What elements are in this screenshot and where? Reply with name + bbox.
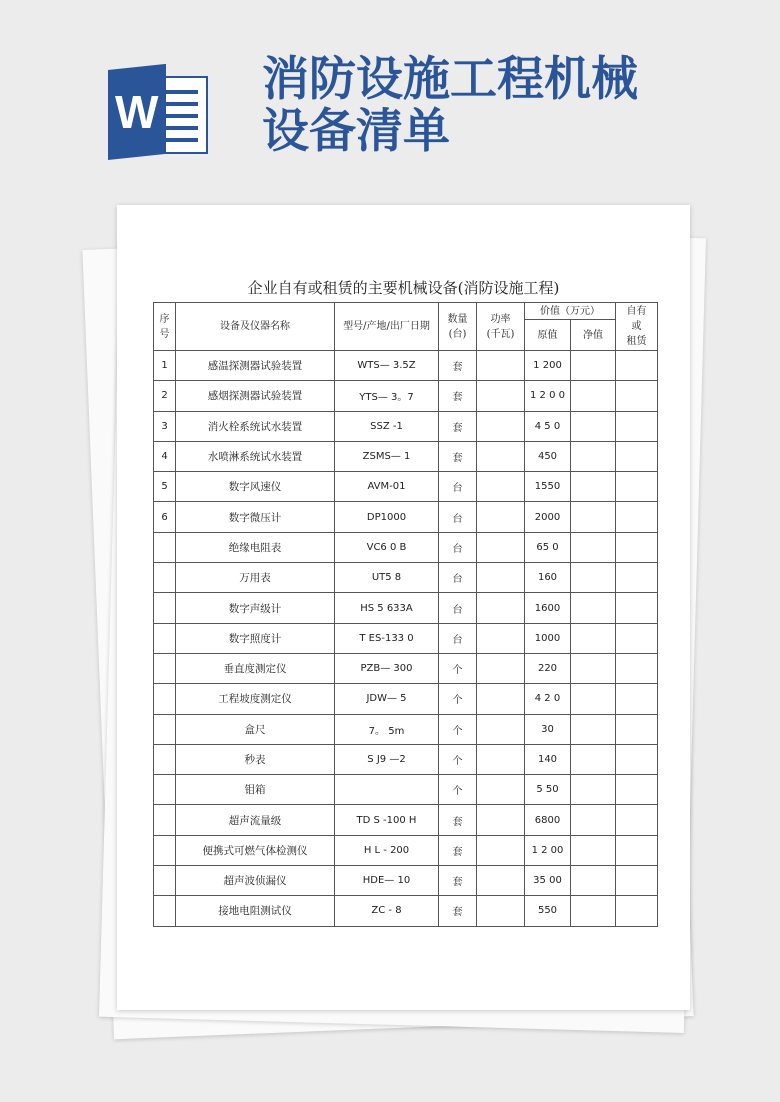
- cell-own: [616, 684, 658, 714]
- cell-name: 工程坡度测定仪: [176, 684, 335, 714]
- cell-name: 接地电阻测试仪: [176, 896, 335, 926]
- cell-net: [571, 411, 616, 441]
- cell-name: 数字声级计: [176, 593, 335, 623]
- cell-name: 超声流量级: [176, 805, 335, 835]
- cell-power: [477, 381, 525, 411]
- table-title: 企业自有或租赁的主要机械设备(消防设施工程): [247, 279, 560, 297]
- cell-seq: 3: [154, 411, 176, 441]
- table-row: [154, 593, 658, 623]
- cell-own: [616, 381, 658, 411]
- cell-unit: 个: [439, 744, 477, 774]
- cell-orig: 550: [525, 896, 571, 926]
- table-row: [154, 472, 658, 502]
- cell-own: [616, 805, 658, 835]
- cell-seq: [154, 563, 176, 593]
- cell-net: [571, 684, 616, 714]
- table-row: [154, 441, 658, 471]
- cell-net: [571, 775, 616, 805]
- cell-power: [477, 623, 525, 653]
- cell-seq: [154, 835, 176, 865]
- cell-seq: [154, 593, 176, 623]
- cell-name: 消火栓系统试水装置: [176, 411, 335, 441]
- cell-net: [571, 593, 616, 623]
- document-page: [117, 205, 690, 1010]
- table-row: [154, 623, 658, 653]
- cell-unit: 套: [439, 835, 477, 865]
- table-row: [154, 805, 658, 835]
- column-header-qty: 数量 (台): [439, 303, 477, 351]
- cell-name: 绝缘电阻表: [176, 532, 335, 562]
- cell-net: [571, 441, 616, 471]
- cell-model: H L - 200: [335, 835, 439, 865]
- cell-unit: 套: [439, 381, 477, 411]
- cell-seq: 2: [154, 381, 176, 411]
- table-row: [154, 351, 658, 381]
- cell-own: [616, 441, 658, 471]
- column-header-power: 功率 (千瓦): [477, 303, 525, 351]
- equipment-table: [153, 302, 658, 927]
- cell-orig: 65 0: [525, 532, 571, 562]
- table-row: [154, 502, 658, 532]
- cell-orig: 1550: [525, 472, 571, 502]
- word-icon: [108, 70, 208, 160]
- cell-net: [571, 502, 616, 532]
- cell-power: [477, 532, 525, 562]
- cell-name: 钼箱: [176, 775, 335, 805]
- cell-orig: 1 2 0 0: [525, 381, 571, 411]
- cell-unit: 台: [439, 502, 477, 532]
- cell-name: 水喷淋系统试水装置: [176, 441, 335, 471]
- cell-orig: 4 5 0: [525, 411, 571, 441]
- cell-net: [571, 744, 616, 774]
- cell-orig: 4 2 0: [525, 684, 571, 714]
- cell-seq: [154, 744, 176, 774]
- cell-own: [616, 896, 658, 926]
- page-title: 消防设施工程机械 设备清单: [262, 52, 638, 159]
- cell-net: [571, 896, 616, 926]
- cell-name: 超声波侦漏仪: [176, 866, 335, 896]
- cell-orig: 35 00: [525, 866, 571, 896]
- cell-seq: 6: [154, 502, 176, 532]
- cell-name: 数字微压计: [176, 502, 335, 532]
- cell-model: TD S -100 H: [335, 805, 439, 835]
- cell-name: 盒尺: [176, 714, 335, 744]
- cell-unit: 个: [439, 684, 477, 714]
- cell-net: [571, 835, 616, 865]
- table-row: [154, 684, 658, 714]
- cell-orig: 220: [525, 653, 571, 683]
- cell-power: [477, 563, 525, 593]
- cell-model: VC6 0 B: [335, 532, 439, 562]
- cell-power: [477, 351, 525, 381]
- cell-orig: 160: [525, 563, 571, 593]
- cell-orig: 1600: [525, 593, 571, 623]
- cell-orig: 5 50: [525, 775, 571, 805]
- cell-power: [477, 653, 525, 683]
- cell-net: [571, 563, 616, 593]
- cell-unit: 台: [439, 532, 477, 562]
- cell-name: 感温探测器试验装置: [176, 351, 335, 381]
- cell-net: [571, 623, 616, 653]
- cell-orig: 140: [525, 744, 571, 774]
- cell-name: 数字风速仪: [176, 472, 335, 502]
- cell-net: [571, 532, 616, 562]
- cell-seq: 4: [154, 441, 176, 471]
- cell-own: [616, 714, 658, 744]
- cell-seq: [154, 623, 176, 653]
- cell-name: 万用表: [176, 563, 335, 593]
- cell-own: [616, 502, 658, 532]
- cell-unit: 套: [439, 441, 477, 471]
- cell-model: T ES-133 0: [335, 623, 439, 653]
- cell-orig: 30: [525, 714, 571, 744]
- cell-own: [616, 593, 658, 623]
- cell-unit: 个: [439, 775, 477, 805]
- cell-power: [477, 502, 525, 532]
- cell-unit: 台: [439, 563, 477, 593]
- cell-model: 7。 5m: [335, 714, 439, 744]
- cell-unit: 套: [439, 351, 477, 381]
- cell-net: [571, 653, 616, 683]
- table-row: [154, 835, 658, 865]
- cell-seq: [154, 866, 176, 896]
- table-row: [154, 775, 658, 805]
- cell-model: WTS— 3.5Z: [335, 351, 439, 381]
- cell-seq: [154, 775, 176, 805]
- cell-unit: 套: [439, 866, 477, 896]
- column-header-value: 价值（万元）: [525, 303, 616, 320]
- column-header-seq: 序 号: [154, 303, 176, 351]
- cell-net: [571, 805, 616, 835]
- cell-unit: 套: [439, 896, 477, 926]
- column-header-model: 型号/产地/出厂日期: [335, 303, 439, 351]
- cell-unit: 个: [439, 714, 477, 744]
- cell-seq: [154, 805, 176, 835]
- cell-own: [616, 623, 658, 653]
- cell-model: HS 5 633A: [335, 593, 439, 623]
- cell-own: [616, 351, 658, 381]
- cell-unit: 台: [439, 472, 477, 502]
- cell-seq: [154, 714, 176, 744]
- cell-name: 垂直度测定仪: [176, 653, 335, 683]
- cell-unit: 个: [439, 653, 477, 683]
- cell-seq: [154, 653, 176, 683]
- cell-name: 便携式可燃气体检测仪: [176, 835, 335, 865]
- cell-name: 秒表: [176, 744, 335, 774]
- cell-model: S J9 —2: [335, 744, 439, 774]
- cell-own: [616, 532, 658, 562]
- table-row: [154, 896, 658, 926]
- cell-unit: 台: [439, 623, 477, 653]
- cell-seq: [154, 684, 176, 714]
- table-row: [154, 381, 658, 411]
- cell-model: SSZ -1: [335, 411, 439, 441]
- cell-power: [477, 805, 525, 835]
- cell-power: [477, 835, 525, 865]
- table-row: [154, 714, 658, 744]
- cell-name: 感烟探测器试验装置: [176, 381, 335, 411]
- cell-orig: 6800: [525, 805, 571, 835]
- header-row: [154, 303, 658, 320]
- cell-model: ZC - 8: [335, 896, 439, 926]
- cell-power: [477, 441, 525, 471]
- cell-model: HDE— 10: [335, 866, 439, 896]
- column-header-name: 设备及仪器名称: [176, 303, 335, 351]
- cell-net: [571, 381, 616, 411]
- cell-model: DP1000: [335, 502, 439, 532]
- cell-unit: 套: [439, 805, 477, 835]
- column-header-own: 自有 或 租赁: [616, 303, 658, 351]
- cell-model: JDW— 5: [335, 684, 439, 714]
- cell-own: [616, 775, 658, 805]
- cell-model: UT5 8: [335, 563, 439, 593]
- column-header-net: 净值: [571, 320, 616, 351]
- table-row: [154, 866, 658, 896]
- table-row: [154, 411, 658, 441]
- cell-net: [571, 472, 616, 502]
- cell-model: AVM-01: [335, 472, 439, 502]
- table-row: [154, 563, 658, 593]
- cell-orig: 1000: [525, 623, 571, 653]
- table-row: [154, 532, 658, 562]
- cell-power: [477, 744, 525, 774]
- cell-own: [616, 563, 658, 593]
- cell-own: [616, 653, 658, 683]
- cell-model: YTS— 3。7: [335, 381, 439, 411]
- cell-power: [477, 775, 525, 805]
- cell-orig: 1 200: [525, 351, 571, 381]
- cell-name: 数字照度计: [176, 623, 335, 653]
- cell-power: [477, 411, 525, 441]
- cell-model: ZSMS— 1: [335, 441, 439, 471]
- table-row: [154, 744, 658, 774]
- cell-own: [616, 472, 658, 502]
- cell-net: [571, 351, 616, 381]
- cell-own: [616, 866, 658, 896]
- cell-model: [335, 775, 439, 805]
- cell-seq: [154, 896, 176, 926]
- cell-net: [571, 714, 616, 744]
- cell-orig: 1 2 00: [525, 835, 571, 865]
- cell-unit: 套: [439, 411, 477, 441]
- cell-own: [616, 411, 658, 441]
- cell-power: [477, 866, 525, 896]
- cell-model: PZB— 300: [335, 653, 439, 683]
- cell-seq: [154, 532, 176, 562]
- cell-seq: 1: [154, 351, 176, 381]
- cell-unit: 台: [439, 593, 477, 623]
- cell-seq: 5: [154, 472, 176, 502]
- cell-power: [477, 593, 525, 623]
- cell-power: [477, 714, 525, 744]
- word-badge: W: [108, 64, 166, 160]
- table-row: [154, 653, 658, 683]
- cell-own: [616, 835, 658, 865]
- cell-own: [616, 744, 658, 774]
- cell-power: [477, 684, 525, 714]
- cell-power: [477, 472, 525, 502]
- column-header-orig: 原值: [525, 320, 571, 351]
- cell-orig: 450: [525, 441, 571, 471]
- cell-power: [477, 896, 525, 926]
- cell-orig: 2000: [525, 502, 571, 532]
- cell-net: [571, 866, 616, 896]
